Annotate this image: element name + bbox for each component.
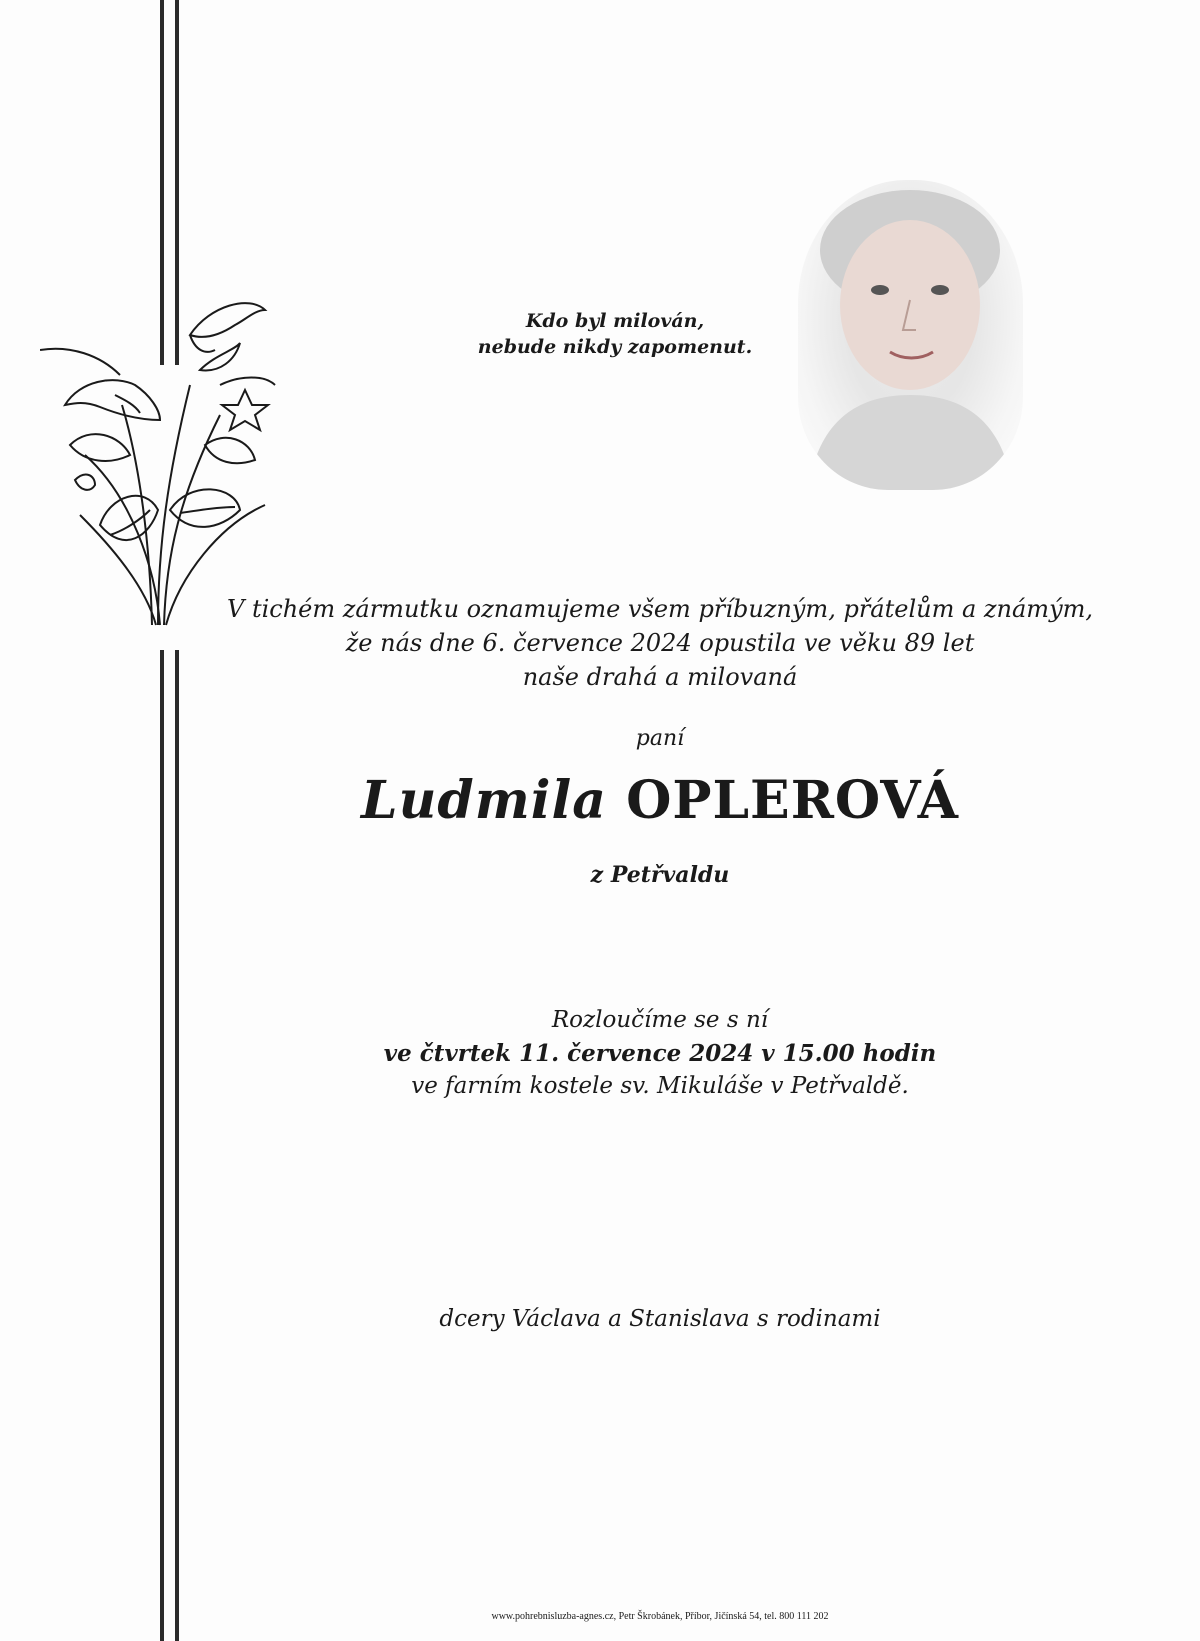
farewell-details — [200, 1004, 1120, 1103]
motto-line-1: Kdo byl milován, — [525, 310, 705, 332]
announcement — [200, 592, 1120, 694]
deceased-name — [200, 770, 1120, 831]
motto-line-2: nebude nikdy zapomenut. — [477, 336, 753, 358]
announcement-line-2: že nás dne 6. července 2024 opustila ve věku 89 let — [345, 629, 975, 657]
calla-lily-icon — [40, 295, 290, 630]
farewell-datetime: ve čtvrtek 11. července 2024 v 15.00 hodin — [383, 1040, 937, 1067]
mourners: dcery Václava a Stanislava s rodinami — [439, 1306, 881, 1332]
deceased-origin: z Petřvaldu — [590, 862, 730, 888]
funeral-service-footer: www.pohrebnisluzba-agnes.cz, Petr Škrobánek, Příbor, Jičínská 54, tel. 800 111 202 — [491, 1611, 829, 1622]
announcement-line-3: naše drahá a milovaná — [522, 663, 798, 691]
motto — [380, 308, 850, 360]
vertical-rule-bottom-left — [160, 650, 164, 1641]
vertical-rule-bottom-right — [175, 650, 179, 1641]
deceased-last-name: OPLEROVÁ — [626, 770, 959, 831]
announcement-line-1: V tichém zármutku oznamujeme všem příbuzným, přátelům a známým, — [226, 595, 1094, 623]
portrait-photo — [798, 180, 1023, 490]
farewell-intro: Rozloučíme se s ní — [551, 1007, 769, 1033]
farewell-place: ve farním kostele sv. Mikuláše v Petřvaldě. — [411, 1073, 909, 1099]
portrait-face-icon — [798, 180, 1023, 490]
deceased-first-name: Ludmila — [361, 770, 607, 831]
honorific: paní — [635, 726, 685, 751]
